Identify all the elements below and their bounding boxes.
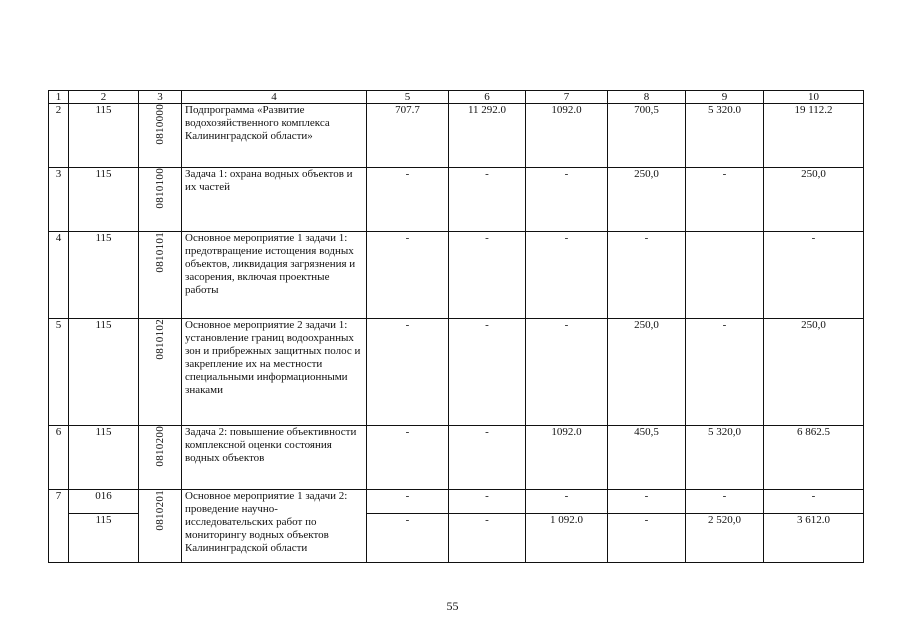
row-number: 3 (49, 168, 69, 232)
ks-code: 115 (69, 104, 139, 168)
column-header: 1 (49, 91, 69, 104)
row-number: 5 (49, 319, 69, 426)
table-row (49, 168, 864, 232)
ks-code: 115 (69, 232, 139, 319)
value-cell: 700,5 (608, 104, 686, 168)
program-code: 0810100 (153, 168, 166, 209)
ks-code: 115 (69, 319, 139, 426)
value-cell: - (367, 168, 449, 232)
program-code-cell (139, 104, 182, 168)
value-cell: 250,0 (608, 168, 686, 232)
program-code: 0810200 (153, 426, 166, 467)
column-header: 8 (608, 91, 686, 104)
value-cell: 5 320,0 (686, 426, 764, 490)
value-cell: - (764, 232, 864, 319)
program-code: 0810102 (153, 319, 166, 360)
value-cell: - (367, 232, 449, 319)
value-cell: - (367, 514, 449, 563)
value-cell: 250,0 (764, 319, 864, 426)
program-code: 0810101 (153, 232, 166, 273)
row-number: 7 (49, 490, 69, 563)
value-cell: 450,5 (608, 426, 686, 490)
item-name: Подпрограмма «Развитие водохозяйственного комплекса Калининградской области» (182, 104, 367, 168)
table-row (49, 104, 864, 168)
ks-code: 115 (69, 514, 139, 563)
value-cell: - (449, 168, 526, 232)
item-name: Основное мероприятие 2 задачи 1: установление границ водоохранных зон и прибрежных защитных полос и закрепление их на местности специальными информационными знаками (182, 319, 367, 426)
value-cell: - (686, 168, 764, 232)
column-header: 5 (367, 91, 449, 104)
item-name: Задача 1: охрана водных объектов и их частей (182, 168, 367, 232)
row-number: 6 (49, 426, 69, 490)
program-code-cell (139, 426, 182, 490)
ks-code: 016 (69, 490, 139, 514)
value-cell: 2 520,0 (686, 514, 764, 563)
value-cell: - (367, 426, 449, 490)
row-number: 4 (49, 232, 69, 319)
column-header: 4 (182, 91, 367, 104)
column-header: 6 (449, 91, 526, 104)
item-name: Основное мероприятие 1 задачи 2: проведение научно-исследовательских работ по мониторингу водных объектов Калининградской области (182, 490, 367, 563)
value-cell (686, 232, 764, 319)
value-cell: 707.7 (367, 104, 449, 168)
value-cell: 19 112.2 (764, 104, 864, 168)
value-cell: - (764, 490, 864, 514)
page-number: 55 (446, 599, 459, 613)
program-code-cell (139, 490, 182, 563)
item-name: Основное мероприятие 1 задачи 1: предотвращение истощения водных объектов, ликвидация загрязнения и засорения, включая проектные работы (182, 232, 367, 319)
value-cell: - (608, 232, 686, 319)
value-cell: 1 092.0 (526, 514, 608, 563)
value-cell: - (449, 319, 526, 426)
value-cell: 11 292.0 (449, 104, 526, 168)
value-cell: 6 862.5 (764, 426, 864, 490)
value-cell: 3 612.0 (764, 514, 864, 563)
column-header: 10 (764, 91, 864, 104)
ks-code: 115 (69, 426, 139, 490)
value-cell: - (686, 319, 764, 426)
column-header: 3 (139, 91, 182, 104)
item-name: Задача 2: повышение объективности комплексной оценки состояния водных объектов (182, 426, 367, 490)
value-cell: - (526, 319, 608, 426)
program-code-cell (139, 232, 182, 319)
value-cell: - (526, 490, 608, 514)
ks-code: 115 (69, 168, 139, 232)
program-code: 0810000 (153, 104, 166, 145)
table-row (49, 426, 864, 490)
row-number: 2 (49, 104, 69, 168)
table-row (49, 232, 864, 319)
value-cell: - (686, 490, 764, 514)
budget-table (48, 90, 864, 563)
value-cell: - (449, 232, 526, 319)
value-cell: 1092.0 (526, 104, 608, 168)
program-code-cell (139, 319, 182, 426)
column-header: 9 (686, 91, 764, 104)
value-cell: - (526, 232, 608, 319)
value-cell: - (608, 514, 686, 563)
table-header-row (49, 91, 864, 104)
column-header: 7 (526, 91, 608, 104)
value-cell: - (449, 514, 526, 563)
value-cell: - (526, 168, 608, 232)
table-row (49, 490, 864, 514)
program-code: 0810201 (153, 490, 166, 531)
value-cell: - (367, 319, 449, 426)
value-cell: - (449, 426, 526, 490)
value-cell: - (367, 490, 449, 514)
table-row (49, 319, 864, 426)
value-cell: - (449, 490, 526, 514)
value-cell: 1092.0 (526, 426, 608, 490)
value-cell: 5 320.0 (686, 104, 764, 168)
value-cell: 250,0 (764, 168, 864, 232)
value-cell: - (608, 490, 686, 514)
program-code-cell (139, 168, 182, 232)
column-header: 2 (69, 91, 139, 104)
value-cell: 250,0 (608, 319, 686, 426)
